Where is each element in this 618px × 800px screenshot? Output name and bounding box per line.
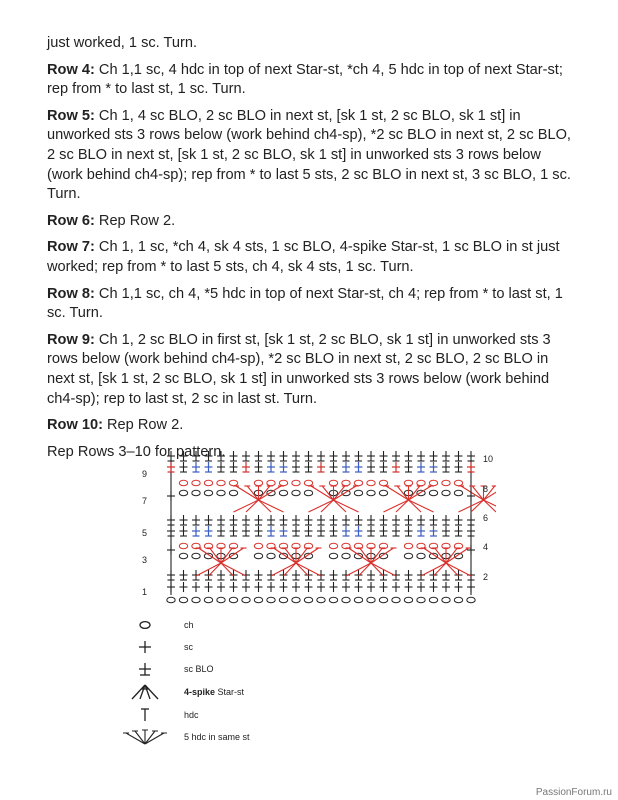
hdc-mark [371, 548, 382, 563]
sc-mark [367, 582, 375, 592]
hdc-mark [199, 548, 222, 563]
sc-mark [417, 582, 425, 592]
ch-mark [454, 480, 462, 485]
sc-blo-mark [380, 451, 388, 461]
ch-mark [429, 480, 437, 485]
sc-blo-mark [242, 515, 250, 525]
ch-mark [379, 490, 387, 495]
sc-mark [467, 491, 475, 501]
sc-blo-mark [292, 515, 300, 525]
hdc-mark [259, 486, 282, 500]
sc-blo-mark [167, 570, 175, 580]
sc-blo-mark [442, 526, 450, 536]
ch-mark [179, 543, 187, 548]
row-number-1: 1 [142, 587, 148, 597]
star-st-icon [120, 682, 170, 702]
sc-blo-mark [192, 515, 200, 525]
ch-mark [429, 490, 437, 495]
hdc-mark [334, 486, 345, 500]
sc-blo-mark [292, 451, 300, 461]
sc-blo-mark [392, 526, 400, 536]
sc-blo-mark [267, 462, 275, 472]
sc-blo-mark [330, 462, 338, 472]
sc-blo-mark [342, 462, 350, 472]
ch-mark [417, 553, 425, 558]
sc-blo-mark [280, 526, 288, 536]
sc-blo-mark [305, 462, 313, 472]
sc-blo-mark [180, 462, 188, 472]
ch-mark [304, 480, 312, 485]
ch-mark [442, 480, 450, 485]
sc-blo-mark [305, 451, 313, 461]
sc-blo-mark [430, 451, 438, 461]
paragraph-row-7: Row 7: Ch 1, 1 sc, *ch 4, sk 4 sts, 1 sc BLO, 4-spike Star-st, 1 sc BLO in st just worked; rep from * to last 5 sts, ch 4, sk 4 sts, 1 sc. Turn. [47, 239, 560, 275]
sc-blo-mark [367, 451, 375, 461]
sc-blo-mark [355, 515, 363, 525]
sc-blo-mark [167, 451, 175, 461]
paragraph-row-9: Row 9: Ch 1, 2 sc BLO in first st, [sk 1 st, 2 sc BLO, sk 1 st] in unworked sts 3 rows below (work behind ch4-sp), *2 sc BLO in next st, 2 sc BLO, 2 sc BLO in next st, [sk 1 st, 2 sc BLO, sk 1 st] in unworked sts 3 rows below (work behind ch4-sp); rep to last st, 2 sc in last st. Turn. [47, 331, 551, 407]
ch-mark [404, 480, 412, 485]
sc-blo-mark [430, 526, 438, 536]
sc-blo-mark [342, 451, 350, 461]
sc-blo-mark [367, 570, 375, 580]
sc-blo-mark [467, 515, 475, 525]
star-st-mark [409, 500, 422, 512]
sc-blo-mark [180, 451, 188, 461]
sc-blo-mark [280, 515, 288, 525]
sc-blo-mark [355, 526, 363, 536]
ch-mark [292, 597, 300, 602]
ch-mark [179, 597, 187, 602]
sc-blo-mark [280, 451, 288, 461]
star-st-mark [409, 500, 434, 512]
sc-blo-mark [292, 570, 300, 580]
sc-mark [305, 582, 313, 592]
sc-blo-mark [342, 526, 350, 536]
sc-blo-mark [405, 515, 413, 525]
hdc-mark [371, 548, 394, 563]
ch-mark [279, 597, 287, 602]
ch-mark [267, 597, 275, 602]
ch-icon [120, 615, 170, 635]
ch-mark [317, 597, 325, 602]
sc-mark [230, 582, 238, 592]
hdc-mark [472, 486, 483, 500]
sc-blo-mark [442, 570, 450, 580]
sc-blo-mark [467, 462, 475, 472]
sc-mark [280, 582, 288, 592]
sc-icon [120, 637, 170, 657]
hdc-mark [210, 548, 221, 563]
sc-blo-mark [192, 451, 200, 461]
sc-blo-mark [317, 462, 325, 472]
sc-blo-mark [180, 515, 188, 525]
sc-mark [242, 582, 250, 592]
sc-blo-mark [205, 462, 213, 472]
sc-blo-mark [205, 526, 213, 536]
ch-mark [292, 490, 300, 495]
hdc-mark [360, 548, 371, 563]
star-st-mark [209, 563, 222, 576]
sc-blo-mark [242, 526, 250, 536]
star-st-mark [234, 500, 259, 512]
star-st-mark [246, 500, 259, 512]
hdc-mark [247, 486, 258, 500]
ch-mark [254, 480, 262, 485]
sc-blo-mark [305, 526, 313, 536]
ch-mark [204, 597, 212, 602]
sc-blo-mark [430, 515, 438, 525]
sc-mark [192, 582, 200, 592]
ch-mark [267, 480, 275, 485]
sc-blo-mark [467, 451, 475, 461]
ch-mark [342, 597, 350, 602]
sc-mark [205, 582, 213, 592]
sc-blo-mark [405, 451, 413, 461]
ch-mark [217, 490, 225, 495]
sc-blo-mark [180, 526, 188, 536]
watermark: PassionForum.ru [535, 787, 612, 798]
sc-blo-mark [242, 462, 250, 472]
ch-mark [229, 490, 237, 495]
sc-blo-mark [230, 462, 238, 472]
row-number-8: 8 [483, 484, 489, 494]
sc-blo-mark [355, 462, 363, 472]
sc-blo-mark [392, 515, 400, 525]
sc-blo-mark [217, 570, 225, 580]
sc-blo-mark [230, 526, 238, 536]
ch-mark [354, 480, 362, 485]
row-number-3: 3 [142, 555, 148, 565]
star-st-mark [221, 563, 234, 576]
ch-mark [354, 490, 362, 495]
row-number-7: 7 [142, 496, 148, 506]
sc-blo-mark [205, 515, 213, 525]
sc-blo-icon [120, 659, 170, 679]
row-number-4: 4 [483, 542, 489, 552]
ch-mark [192, 480, 200, 485]
ch-mark [417, 490, 425, 495]
hdc-mark [349, 548, 372, 563]
sc-blo-mark [305, 515, 313, 525]
star-st-mark [471, 500, 484, 512]
ch-mark [367, 597, 375, 602]
sc-blo-mark [242, 451, 250, 461]
sc-blo-mark [417, 462, 425, 472]
hdc-mark [461, 486, 484, 500]
hdc-mark [446, 548, 457, 563]
star-st-mark [446, 563, 459, 576]
sc-blo-mark [217, 462, 225, 472]
ch-mark [167, 597, 175, 602]
ch-mark [279, 490, 287, 495]
sc-mark [217, 582, 225, 592]
sc-blo-mark [355, 451, 363, 461]
paragraph-row-6: Row 6: Rep Row 2. [47, 212, 176, 229]
hdc-mark [259, 486, 270, 500]
ch-mark [179, 480, 187, 485]
ch-mark [404, 597, 412, 602]
ch-mark [442, 597, 450, 602]
ch-mark [367, 490, 375, 495]
hdc-mark [296, 548, 319, 563]
hdc-icon [120, 705, 170, 725]
sc-blo-mark [442, 462, 450, 472]
ch-mark [429, 597, 437, 602]
sc-blo-mark [192, 526, 200, 536]
sc-blo-mark [317, 451, 325, 461]
sc-blo-mark [417, 515, 425, 525]
ch-mark [292, 480, 300, 485]
row-number-6: 6 [483, 513, 489, 523]
sc-mark [430, 582, 438, 592]
paragraph-row-5: Row 5: Ch 1, 4 sc BLO, 2 sc BLO in next st, [sk 1 st, 2 sc BLO, sk 1 st] in unworked sts 3 rows below (work behind ch4-sp), *2 sc BLO in next st, 2 sc BLO, 2 sc BLO in next st, [sk 1 st, 2 sc BLO, sk 1 st] in unworked sts 3 rows below (work behind ch4-sp); rep from * to last 5 sts, 2 sc BLO in next st, 3 sc BLO, 1 sc. Turn. [47, 107, 571, 203]
sc-blo-mark [367, 526, 375, 536]
sc-blo-mark [255, 515, 263, 525]
sc-blo-mark [467, 526, 475, 536]
sc-blo-mark [267, 526, 275, 536]
sc-mark [267, 582, 275, 592]
sc-blo-mark [380, 526, 388, 536]
star-st-mark [334, 500, 347, 512]
ch-mark [417, 597, 425, 602]
sc-blo-mark [380, 462, 388, 472]
star-st-mark [309, 500, 334, 512]
sc-blo-mark [292, 462, 300, 472]
row-number-10: 10 [483, 454, 494, 464]
sc-blo-mark [405, 570, 413, 580]
sc-blo-mark [167, 515, 175, 525]
sc-blo-mark [255, 526, 263, 536]
ch-mark [279, 480, 287, 485]
ch-mark [192, 553, 200, 558]
sc-blo-mark [417, 526, 425, 536]
star-st-mark [359, 563, 372, 576]
hdc-mark [409, 486, 420, 500]
sc-blo-mark [405, 526, 413, 536]
sc-mark [467, 582, 475, 592]
ch-mark [254, 543, 262, 548]
sc-blo-mark [255, 462, 263, 472]
ch-mark [204, 490, 212, 495]
hdc-mark [221, 548, 244, 563]
ch-mark [267, 490, 275, 495]
ch-mark [304, 597, 312, 602]
sc-blo-mark [380, 515, 388, 525]
ch-mark [342, 490, 350, 495]
ch-mark [392, 597, 400, 602]
ch-mark [442, 490, 450, 495]
hdc-mark [311, 486, 334, 500]
ch-mark [267, 553, 275, 558]
star-st-mark [334, 500, 359, 512]
sc-blo-mark [392, 462, 400, 472]
paragraph-row-8: Row 8: Ch 1,1 sc, ch 4, *5 hdc in top of next Star-st, ch 4; rep from * to last st, 1 sc. Turn. [47, 285, 563, 322]
sc-blo-mark [230, 515, 238, 525]
paragraph-row-4: Row 4: Ch 1,1 sc, 4 hdc in top of next Star-st, *ch 4, 5 hdc in top of next Star-st; rep from * to last st, 1 sc. Turn. [47, 61, 563, 98]
ch-mark [217, 597, 225, 602]
sc-mark [442, 582, 450, 592]
sc-mark [405, 582, 413, 592]
sc-blo-mark [167, 526, 175, 536]
ch-mark [217, 480, 225, 485]
sc-blo-mark [330, 570, 338, 580]
paragraph-row-10: Row 10: Rep Row 2. [47, 417, 184, 434]
sc-blo-mark [230, 451, 238, 461]
sc-blo-mark [292, 526, 300, 536]
stitch-chart [136, 450, 496, 610]
ch-mark [379, 480, 387, 485]
ch-mark [367, 480, 375, 485]
ch-mark [242, 597, 250, 602]
sc-mark [455, 582, 463, 592]
sc-blo-mark [405, 462, 413, 472]
hdc-mark [236, 486, 259, 500]
ch-mark [329, 553, 337, 558]
hdc-mark [296, 548, 307, 563]
ch-mark [379, 597, 387, 602]
sc-blo-mark [330, 515, 338, 525]
sc-mark [180, 582, 188, 592]
five-hdc-icon [120, 727, 170, 747]
ch-mark [454, 490, 462, 495]
sc-mark [317, 582, 325, 592]
sc-blo-mark [367, 462, 375, 472]
ch-mark [304, 490, 312, 495]
ch-mark [467, 597, 475, 602]
star-st-mark [321, 500, 334, 512]
sc-mark [330, 582, 338, 592]
sc-mark [355, 582, 363, 592]
sc-blo-mark [455, 462, 463, 472]
instructions [47, 34, 577, 469]
sc-blo-mark [267, 515, 275, 525]
sc-mark [167, 491, 175, 501]
sc-blo-mark [217, 526, 225, 536]
sc-blo-mark [217, 515, 225, 525]
ch-mark [229, 480, 237, 485]
hdc-mark [334, 486, 357, 500]
sc-blo-mark [255, 451, 263, 461]
ch-mark [354, 597, 362, 602]
sc-blo-mark [167, 462, 175, 472]
hdc-mark [424, 548, 447, 563]
hdc-mark [409, 486, 432, 500]
sc-mark [292, 582, 300, 592]
sc-mark [380, 582, 388, 592]
ch-mark [329, 480, 337, 485]
hdc-mark [322, 486, 333, 500]
sc-mark [255, 582, 263, 592]
ch-mark [229, 597, 237, 602]
sc-blo-mark [317, 526, 325, 536]
sc-mark [342, 582, 350, 592]
ch-mark [417, 480, 425, 485]
sc-blo-mark [367, 515, 375, 525]
sc-blo-mark [280, 462, 288, 472]
sc-blo-mark [217, 451, 225, 461]
star-st-mark [259, 500, 284, 512]
star-st-mark [371, 563, 384, 576]
ch-mark [404, 553, 412, 558]
sc-blo-mark [442, 451, 450, 461]
star-st-mark [384, 500, 409, 512]
hdc-mark [221, 548, 232, 563]
sc-blo-mark [192, 462, 200, 472]
star-st-mark [396, 500, 409, 512]
ch-mark [329, 543, 337, 548]
ch-mark [454, 597, 462, 602]
star-st-mark [434, 563, 447, 576]
sc-blo-mark [330, 526, 338, 536]
ch-mark [192, 490, 200, 495]
paragraph-0: just worked, 1 sc. Turn. [47, 35, 198, 51]
star-st-mark [284, 563, 297, 576]
sc-blo-mark [342, 515, 350, 525]
paragraph-repeat: Rep Rows 3–10 for pattern. [47, 443, 226, 460]
sc-blo-mark [430, 462, 438, 472]
star-st-mark [259, 500, 272, 512]
ch-mark [204, 480, 212, 485]
ch-mark [342, 553, 350, 558]
star-st-mark [296, 563, 309, 576]
sc-blo-mark [205, 451, 213, 461]
hdc-mark [386, 486, 409, 500]
row-number-2: 2 [483, 572, 489, 582]
row-number-5: 5 [142, 528, 148, 538]
sc-mark [167, 545, 175, 555]
sc-blo-mark [267, 451, 275, 461]
sc-blo-mark [455, 451, 463, 461]
sc-blo-mark [442, 515, 450, 525]
ch-mark [404, 543, 412, 548]
ch-mark [342, 480, 350, 485]
chart-marks [167, 451, 496, 603]
hdc-mark [446, 548, 469, 563]
sc-blo-mark [455, 526, 463, 536]
star-st-mark [484, 500, 497, 512]
sc-mark [167, 582, 175, 592]
hdc-mark [285, 548, 296, 563]
sc-blo-mark [417, 451, 425, 461]
sc-blo-mark [255, 570, 263, 580]
ch-mark [179, 490, 187, 495]
row-number-9: 9 [142, 469, 148, 479]
sc-blo-mark [180, 570, 188, 580]
sc-blo-mark [317, 515, 325, 525]
ch-mark [254, 597, 262, 602]
sc-mark [467, 545, 475, 555]
sc-blo-mark [455, 515, 463, 525]
hdc-mark [435, 548, 446, 563]
sc-blo-mark [330, 451, 338, 461]
hdc-mark [274, 548, 297, 563]
sc-blo-mark [392, 451, 400, 461]
sc-mark [392, 582, 400, 592]
hdc-mark [397, 486, 408, 500]
ch-mark [179, 553, 187, 558]
ch-mark [329, 597, 337, 602]
ch-mark [192, 597, 200, 602]
ch-mark [254, 553, 262, 558]
